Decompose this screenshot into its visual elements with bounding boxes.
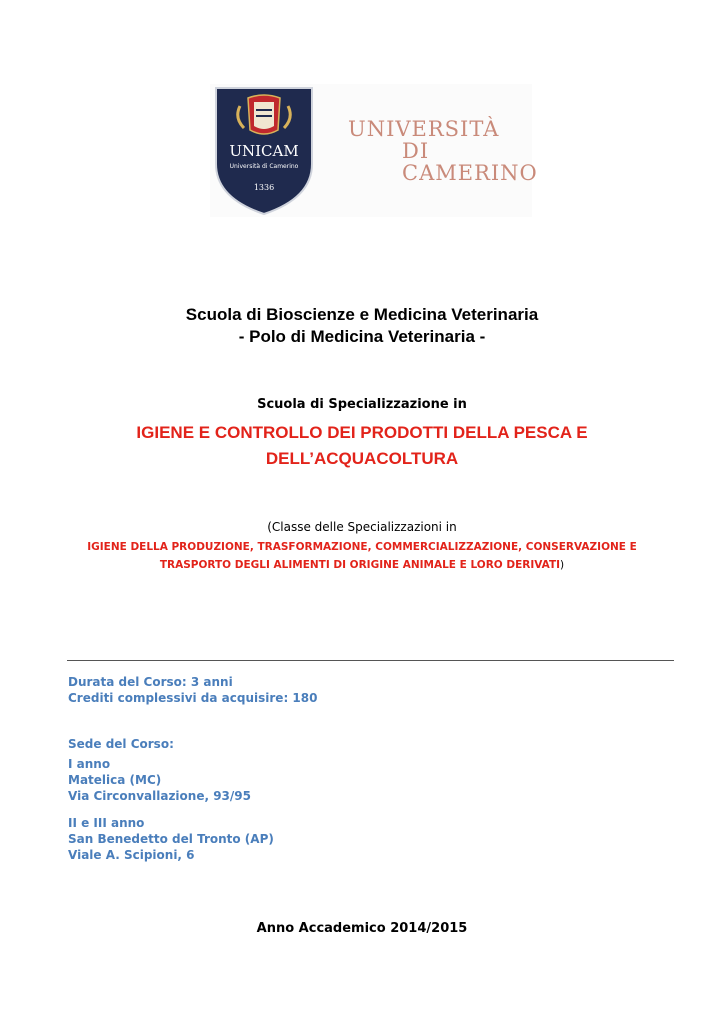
course-seat-label: Sede del Corso:: [68, 737, 174, 751]
spec-title-line-2: DELL’ACQUACOLTURA: [265, 449, 459, 468]
year1-address: Via Circonvallazione, 93/95: [68, 789, 251, 803]
university-logo: [210, 84, 538, 217]
specialization-title: [0, 420, 724, 472]
university-wordmark: [348, 118, 538, 184]
class-line-2: TRASPORTO DEGLI ALIMENTI DI ORIGINE ANIMALE E LORO DERIVATI: [159, 559, 561, 571]
shield-name: UNICAM: [229, 142, 299, 160]
shield-year: 1336: [253, 183, 275, 192]
year1-city: Matelica (MC): [68, 773, 162, 787]
specialization-intro: Scuola di Specializzazione in: [257, 397, 467, 412]
academic-year: Anno Accademico 2014/2015: [256, 921, 468, 936]
school-line-2: - Polo di Medicina Veterinaria -: [238, 327, 486, 346]
wordmark-line-2: DI CAMERINO: [402, 139, 538, 185]
divider: [67, 660, 674, 661]
school-line-1: Scuola di Bioscienze e Medicina Veterinaria: [185, 305, 539, 324]
unicam-shield-logo: [214, 86, 314, 216]
shield-subtitle: Università di Camerino: [229, 163, 299, 170]
year23-label: II e III anno: [68, 816, 145, 830]
year23-city: San Benedetto del Tronto (AP): [68, 832, 274, 846]
course-credits: Crediti complessivi da acquisire: 180: [68, 691, 318, 705]
class-close-paren: ): [560, 559, 565, 571]
class-line-1: IGIENE DELLA PRODUZIONE, TRASFORMAZIONE, COMMERCIALIZZAZIONE, CONSERVAZIONE E: [87, 541, 637, 553]
wordmark-line-1: UNIVERSITÀ: [348, 117, 500, 141]
class-description: [0, 538, 724, 574]
school-title: [0, 304, 724, 348]
class-intro: (Classe delle Specializzazioni in: [267, 520, 457, 534]
course-duration: Durata del Corso: 3 anni: [68, 675, 233, 689]
spec-title-line-1: IGIENE E CONTROLLO DEI PRODOTTI DELLA PESCA E: [136, 423, 588, 442]
year23-address: Viale A. Scipioni, 6: [68, 848, 195, 862]
year1-label: I anno: [68, 757, 111, 771]
